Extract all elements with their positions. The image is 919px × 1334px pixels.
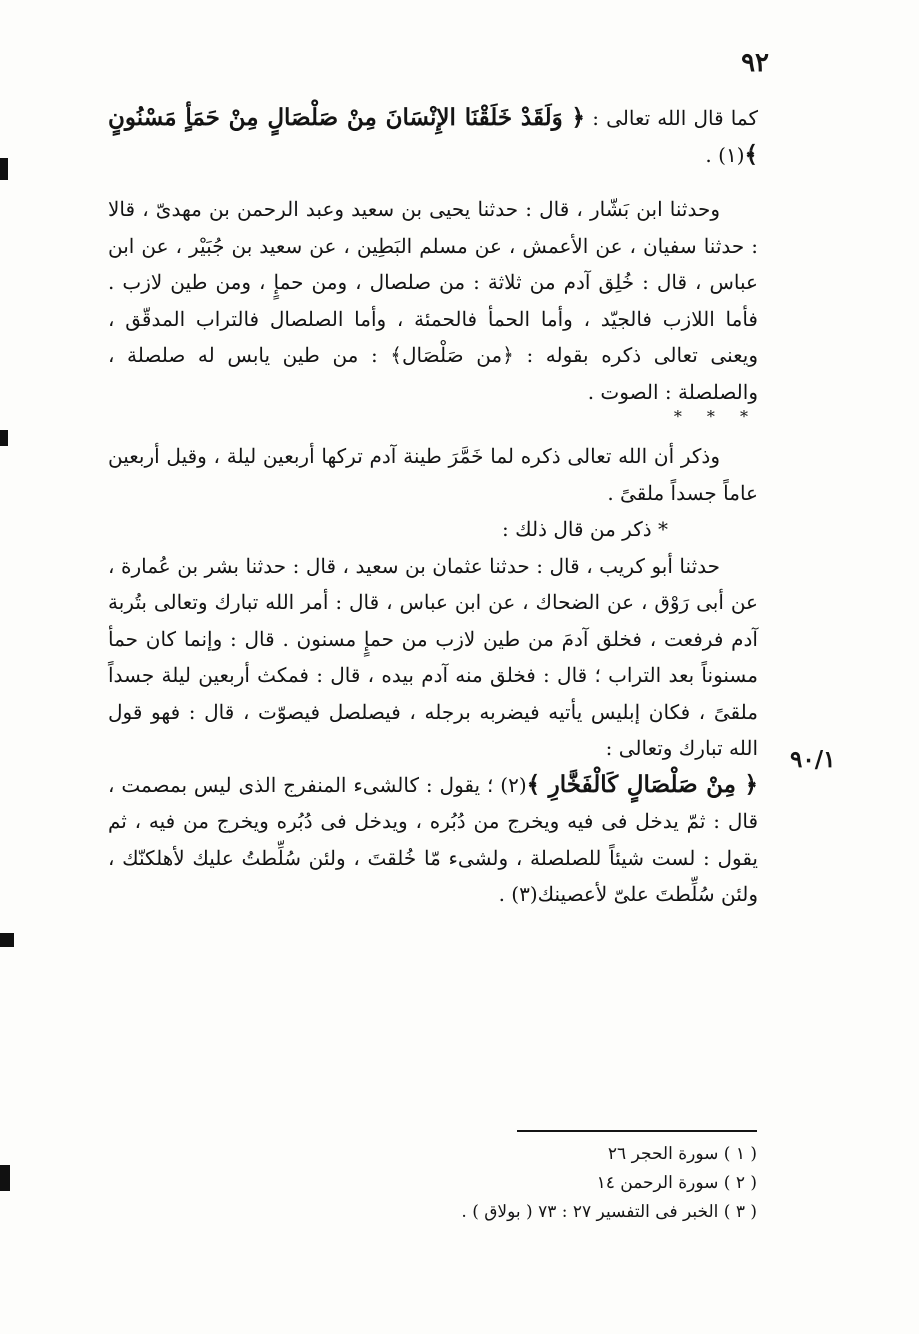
- footnote-1: ( ١ ) سورة الحجر ٢٦: [607, 1144, 757, 1164]
- paragraph-adam-clay: وذكر أن الله تعالى ذكره لما خَمَّرَ طينة آدم تركها أربعين ليلة ، وقيل أربعين عاماً جسداً ملقىً .: [108, 444, 758, 505]
- footnote-ref: (١) .: [705, 142, 745, 167]
- quran-verse: ﴿ وَلَقَدْ خَلَقْنَا الإِنْسَانَ مِنْ صَلْصَالٍ مِنْ حَمَأٍ مَسْنُونٍ ﴾: [108, 104, 758, 168]
- footnotes: [360, 1140, 757, 1227]
- scan-edge-mark: [0, 1165, 10, 1191]
- footnote-2: ( ٢ ) سورة الرحمن ١٤: [596, 1173, 757, 1193]
- quran-verse-2: ﴿ مِنْ صَلْصَالٍ كَالْفَخَّارِ ﴾: [526, 770, 759, 798]
- paragraph-quran-quote: [108, 100, 758, 173]
- scan-edge-mark: [0, 933, 14, 947]
- hadith-2-tail: (٢) ؛ يقول : كالشىء المنفرج الذى ليس بمصمت ، قال : ثمّ يدخل فى فيه ويخرج من دُبُره ، ويدخل فى دُبُره ويخرج من فيه ، ثم يقول : لست شيئاً للصلصلة ، ولشىء مّا خُلقتَ ، ولئن سُلِّطتُ عليك لأهلكنّك ، ولئن سُلِّطتَ علىّ لأعصينك(٣) .: [108, 772, 758, 906]
- paragraph-heading: * ذكر من قال ذلك :: [502, 517, 668, 541]
- quote-lead: كما قال الله تعالى :: [585, 106, 758, 130]
- scan-edge-mark: [0, 430, 8, 446]
- scan-edge-mark: [0, 158, 8, 180]
- paragraph-hadith-1: وحدثنا ابن بَشّار ، قال : حدثنا يحيى بن سعيد وعبد الرحمن بن مهدىّ ، قالا : حدثنا سفيان ، عن الأعمش ، عن مسلم البَطِين ، عن سعيد بن جُبَيْر ، عن ابن عباس ، قال : خُلِق آدم من ثلاثة : من صلصال ، ومن حمإٍ ، ومن طين لازب . فأما اللازب فالجيّد ، وأما الحمأ فالحمئة ، وأما الصلصال فالتراب المدقّق ، ويعنى تعالى ذكره بقوله : ﴿من صَلْصَال﴾ : من طين يابس له صلصلة ، والصلصلة : الصوت .: [108, 197, 758, 404]
- paragraph-hadith-2: حدثنا أبو كريب ، قال : حدثنا عثمان بن سعيد ، قال : حدثنا بشر بن عُمارة ، عن أبى رَوْق ، عن الضحاك ، عن ابن عباس ، قال : أمر الله تبارك وتعالى بتُربة آدم فرفعت ، فخلق آدمَ من طين لازب من حمإٍ مسنون . قال : وإنما كان حمأ مسنوناً بعد التراب ؛ قال : فخلق منه آدم بيده ، قال : فمكث أربعين ليلة جسداً ملقىً ، فكان إبليس يأتيه فيضربه برجله ، فيصلصل فيصوّت ، قال : فهو قول الله تبارك وتعالى :: [108, 553, 758, 760]
- main-text: [108, 100, 758, 913]
- footnote-divider: [517, 1130, 757, 1132]
- section-asterisks: * * *: [673, 407, 758, 426]
- footnote-3: ( ٣ ) الخبر فى التفسير ٢٧ : ٧٣ ( بولاق ) .: [461, 1202, 757, 1222]
- paragraph-hadith-2-cont: [108, 767, 758, 913]
- page-number: ٩٢: [741, 48, 769, 78]
- margin-reference: ٩٠/١: [790, 746, 836, 773]
